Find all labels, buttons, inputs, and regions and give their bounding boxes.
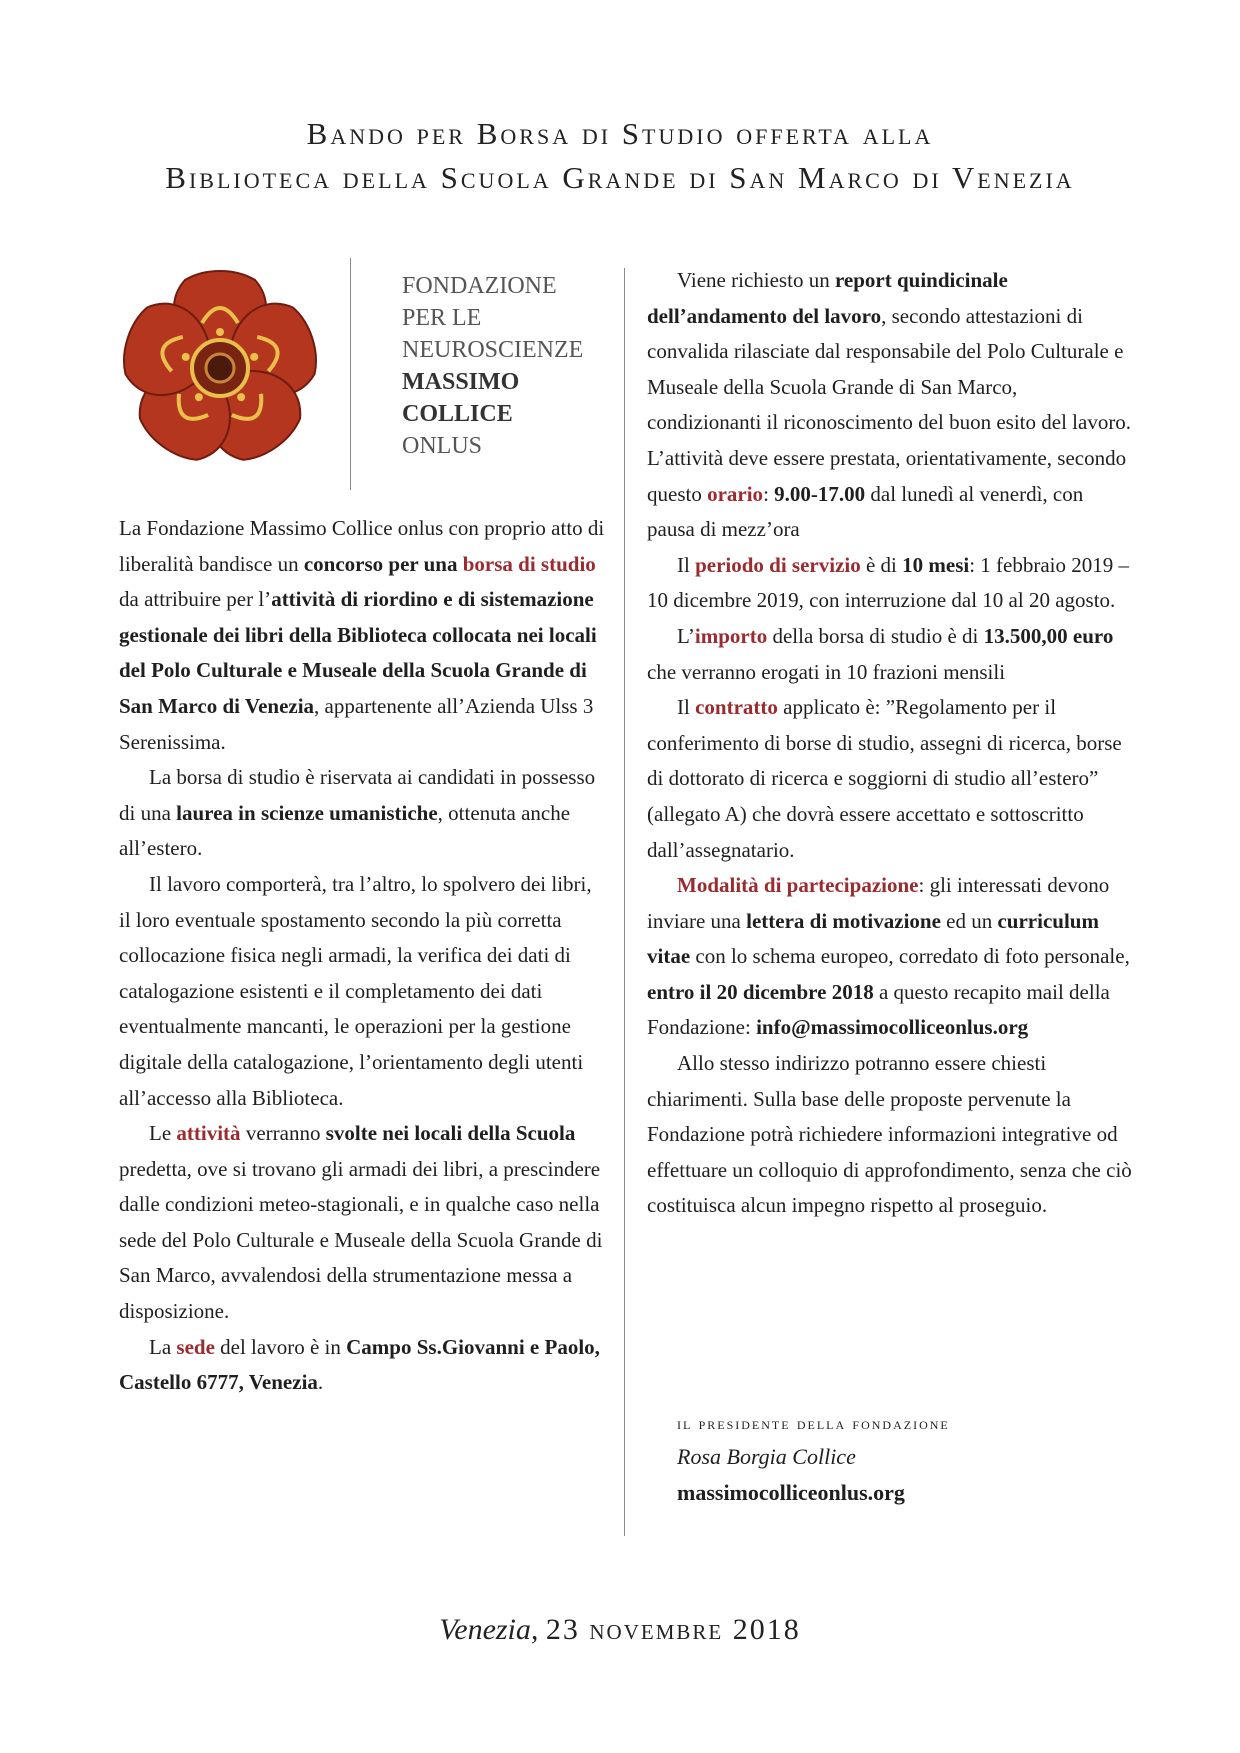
paragraph-report: Viene richiesto un report quindicinale dell’andamento del lavoro, secondo attestazioni di convalida rilasciate dal responsabile del Polo Culturale e Museale della Scuola Grande di San Marco, condizionanti il riconoscimento del buon esito del lavoro. (647, 268, 1132, 435)
logo-line-6: ONLUS (402, 433, 483, 459)
website-link[interactable]: massimocolliceonlus.org (677, 1480, 905, 1505)
paragraph-introduction: La Fondazione Massimo Collice onlus con proprio atto di liberalità bandisce un concorso per una borsa di studio da attribuire per l’attività di riordino e di sistemazione gestionale dei libri della Biblioteca collocata nei locali del Polo Culturale e Museale della Scuola Grande di San Marco di Venezia, appartenente all’Azienda Ulss 3 Serenissima. (119, 516, 605, 754)
paragraph-schedule: L’attività deve essere prestata, orientativamente, secondo questo orario: 9.00-17.00 dal lunedì al venerdì, con pausa di mezz’ora (647, 445, 1127, 542)
paragraph-contract: Il contratto applicato è: ”Regolamento per il conferimento di borse di studio, assegni di ricerca, borse di dottorato di ricerca e soggiorni di studio all’estero” (allegato A) che dovrà essere accettato e sottoscritto dall’assegnatario. (647, 695, 1122, 862)
logo-line-4: MASSIMO (402, 369, 520, 395)
logo-line-3: NEUROSCIENZE (402, 337, 584, 363)
signature-name: Rosa Borgia Collice (677, 1444, 856, 1469)
paragraph-period: Il periodo di servizio è di 10 mesi: 1 febbraio 2019 – 10 dicembre 2019, con interruzione dal 10 al 20 agosto. (647, 552, 1130, 613)
date-value: 23 novembre 2018 (545, 1613, 801, 1646)
column-divider (624, 268, 625, 1536)
paragraph-amount: L’importo della borsa di studio è di 13.500,00 euro che verranno erogati in 10 frazioni mensili (647, 623, 1114, 684)
logo-line-5: COLLICE (402, 401, 513, 427)
logo-line-2: PER LE (402, 305, 482, 331)
right-column (647, 263, 1133, 1224)
title-line-1: Bando per Borsa di Studio offerta alla (306, 116, 934, 151)
signature-block (677, 1409, 1137, 1511)
rosette-emblem-icon (120, 268, 320, 468)
foundation-name (402, 270, 583, 462)
paragraph-participation: Modalità di partecipazione: gli interessati devono inviare una lettera di motivazione ed un curriculum vitae con lo schema europeo, corredato di foto personale, entro il 20 dicembre 2018 a questo recapito mail della Fondazione: info@massimocolliceonlus.org (647, 873, 1130, 1040)
paragraph-location: La sede del lavoro è in Campo Ss.Giovanni e Paolo, Castello 6777, Venezia. (119, 1334, 600, 1395)
foundation-logo (120, 258, 600, 490)
document-date (0, 1613, 1240, 1647)
left-column (119, 511, 605, 1401)
paragraph-clarifications: Allo stesso indirizzo potranno essere chiesti chiarimenti. Sulla base delle proposte pervenute la Fondazione potrà richiedere informazioni integrative od effettuare un colloquio di approfondimento, senza che ciò costituisca alcun impegno rispetto al proseguio. (647, 1051, 1132, 1218)
logo-line-1: FONDAZIONE (402, 273, 557, 299)
date-place: Venezia, (439, 1613, 539, 1646)
paragraph-activities: Le attività verranno svolte nei locali della Scuola predetta, ove si trovano gli armadi dei libri, a prescindere dalle condizioni meteo-stagionali, e in qualche caso nella sede del Polo Culturale e Museale della Scuola Grande di San Marco, avvalendosi della strumentazione messa a disposizione. (119, 1121, 603, 1324)
document-title (0, 112, 1240, 200)
title-line-2: Biblioteca della Scuola Grande di San Marco di Venezia (165, 160, 1075, 195)
logo-divider (350, 258, 351, 490)
signature-role: il presidente della fondazione (677, 1414, 950, 1433)
paragraph-duties: Il lavoro comporterà, tra l’altro, lo spolvero dei libri, il loro eventuale spostamento secondo la più corretta collocazione fisica negli armadi, la verifica dei dati di catalogazione esistenti e il completamento dei dati eventualmente mancanti, le operazioni per la gestione digitale della catalogazione, l’orientamento degli utenti all’accesso alla Biblioteca. (119, 871, 592, 1110)
contact-email-link[interactable]: info@massimocolliceonlus.org (756, 1015, 1029, 1040)
paragraph-requirements: La borsa di studio è riservata ai candidati in possesso di una laurea in scienze umanistiche, ottenuta anche all’estero. (119, 765, 596, 861)
